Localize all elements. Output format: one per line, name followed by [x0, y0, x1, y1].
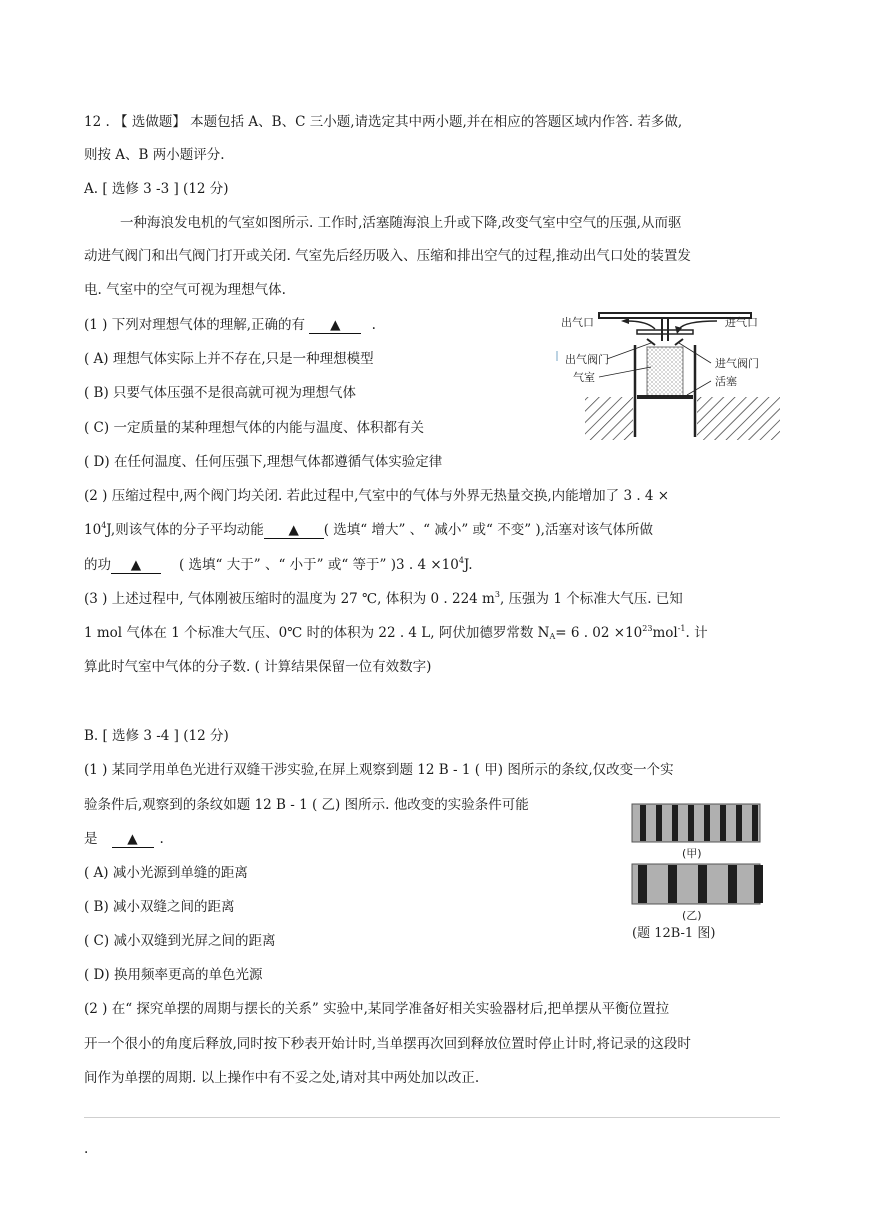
label-inlet-valve: 进气阀门 — [715, 357, 759, 370]
footer-dot: . — [84, 1141, 89, 1157]
text-fragment: = 6 . 02 ×10 — [555, 625, 643, 641]
fringe-figure — [628, 800, 768, 945]
air-chamber — [647, 347, 683, 397]
page-divider — [84, 1117, 780, 1118]
dark-fringe — [638, 865, 647, 903]
label-outlet-valve: 出气阀门 — [565, 353, 609, 366]
q12-intro-line-1: 12 . 【 选做题】 本题包括 A、B、C 三小题,请选定其中两小题,并在相应的答题区域内作答. 若多做, — [84, 114, 683, 130]
option-b1-c: ( C) 减小双缝到光屏之间的距离 — [84, 933, 276, 949]
question-b2-line-2: 开一个很小的角度后释放,同时按下秒表开始计时,当单摆再次回到释放位置时停止计时,将记录的这段时 — [84, 1036, 691, 1052]
blank-triangle-mark: ▲ — [288, 522, 299, 538]
dark-fringe — [656, 805, 662, 841]
dark-fringe — [754, 865, 763, 903]
dark-fringe — [704, 805, 710, 841]
label-inlet: 进气口 — [725, 316, 758, 329]
dark-fringe — [698, 865, 707, 903]
blank-triangle-mark: ▲ — [127, 831, 138, 847]
text-fragment: 的功 — [84, 557, 111, 573]
q12-intro-line-2: 则按 A、B 两小题评分. — [84, 147, 225, 163]
answer-blank-a2-2[interactable] — [111, 557, 161, 574]
answer-blank-b1[interactable] — [112, 831, 154, 848]
answer-blank-a1[interactable] — [309, 317, 361, 334]
label-outlet: 出气口 — [561, 316, 594, 329]
question-b1-line-1: (1 ) 某同学用单色光进行双缝干涉实验,在屏上观察到题 12 B - 1 ( 甲) 图所示的条纹,仅改变一个实 — [84, 762, 674, 778]
question-a3-line-1 — [84, 590, 683, 608]
answer-blank-a2-1[interactable] — [264, 522, 324, 539]
blank-triangle-mark: ▲ — [330, 317, 341, 333]
dark-fringe — [736, 805, 742, 841]
question-b1-line-3 — [84, 830, 164, 848]
text-fragment: 是 — [84, 831, 98, 847]
text-fragment: J. — [463, 557, 473, 573]
question-a1-prefix: (1 ) 下列对理想气体的理解,正确的有 — [84, 317, 305, 333]
text-fragment: ( 选填“ 增大” 、“ 减小” 或“ 不变” ),活塞对该气体所做 — [323, 522, 653, 538]
outlet-arrow — [627, 321, 655, 329]
section-a-header: A. [ 选修 3 -3 ] (12 分) — [84, 181, 229, 197]
dark-fringe — [668, 865, 677, 903]
superscript: 4 — [458, 556, 464, 565]
inlet-arrow — [679, 321, 717, 329]
inlet-valve — [675, 339, 683, 345]
section-a-intro-line-2: 动进气阀门和出气阀门打开或关闭. 气室先后经历吸入、压缩和排出空气的过程,推动出气口处的装置发 — [84, 248, 691, 264]
air-chamber-figure — [555, 305, 780, 440]
superscript: 23 — [642, 624, 653, 633]
text-fragment: 10 — [84, 522, 102, 538]
piston — [637, 395, 693, 399]
label-chamber: 气室 — [573, 371, 595, 384]
option-b1-d: ( D) 换用频率更高的单色光源 — [84, 967, 263, 983]
superscript: 4 — [101, 521, 107, 530]
question-a2-line-1: (2 ) 压缩过程中,两个阀门均关闭. 若此过程中,气室中的气体与外界无热量交换,内能增加了 3 . 4 × — [84, 488, 670, 504]
question-a3-line-3: 算此时气室中气体的分子数. ( 计算结果保留一位有效数字) — [84, 659, 432, 675]
option-b1-a: ( A) 减小光源到单缝的距离 — [84, 865, 248, 881]
blank-triangle-mark: ▲ — [130, 557, 142, 573]
question-b2-line-3: 间作为单摆的周期. 以上操作中有不妥之处,请对其中两处加以改正. — [84, 1070, 480, 1086]
option-a1-a: ( A) 理想气体实际上并不存在,只是一种理想模型 — [84, 351, 374, 367]
text-fragment: J,则该气体的分子平均动能 — [106, 522, 264, 538]
superscript: 3 — [494, 590, 500, 599]
dark-fringe — [728, 865, 737, 903]
question-b1-line-2: 验条件后,观察到的条纹如题 12 B - 1 ( 乙) 图所示. 他改变的实验条件可能 — [84, 797, 529, 813]
dark-fringe — [720, 805, 726, 841]
section-a-intro-line-1: 一种海浪发电机的气室如图所示. 工作时,活塞随海浪上升或下降,改变气室中空气的压强,从而驱 — [120, 215, 682, 231]
question-a3-line-2 — [84, 624, 708, 642]
option-b1-b: ( B) 减小双缝之间的距离 — [84, 899, 235, 915]
dark-fringe — [640, 805, 646, 841]
text-fragment: . — [159, 831, 164, 847]
label-yi: (乙) — [682, 909, 702, 922]
text-fragment: . 计 — [685, 625, 708, 641]
subscript: A — [549, 632, 556, 641]
dark-fringe — [672, 805, 678, 841]
dark-fringe — [752, 805, 758, 841]
label-jia: (甲) — [682, 847, 702, 860]
figure-caption: (题 12B-1 图) — [632, 926, 716, 941]
option-a1-b: ( B) 只要气体压强不是很高就可视为理想气体 — [84, 385, 357, 401]
section-b-header: B. [ 选修 3 -4 ] (12 分) — [84, 728, 229, 744]
text-fragment: , 压强为 1 个标准大气压. 已知 — [499, 591, 683, 607]
fringe-pattern-yi — [632, 864, 760, 904]
dark-fringe — [688, 805, 694, 841]
label-piston: 活塞 — [715, 375, 737, 388]
option-a1-d: ( D) 在任何温度、任何压强下,理想气体都遵循气体实验定律 — [84, 454, 443, 470]
text-fragment: ( 选填“ 大于” 、“ 小于” 或“ 等于” )3 . 4 ×10 — [179, 557, 459, 573]
section-a-intro-line-3: 电. 气室中的空气可视为理想气体. — [84, 282, 286, 298]
text-fragment: 1 mol 气体在 1 个标准大气压、0℃ 时的体积为 22 . 4 L, 阿伏加德罗常数 N — [84, 625, 550, 641]
option-a1-c: ( C) 一定质量的某种理想气体的内能与温度、体积都有关 — [84, 420, 424, 436]
text-fragment: mol — [652, 625, 678, 641]
question-a1-stem — [84, 316, 376, 334]
question-a2-line-2 — [84, 521, 653, 539]
question-b2-line-1: (2 ) 在“ 探究单摆的周期与摆长的关系” 实验中,某同学准备好相关实验器材后,把单摆从平衡位置拉 — [84, 1001, 670, 1017]
question-a1-suffix: . — [371, 317, 376, 333]
question-a2-line-3 — [84, 556, 473, 574]
text-fragment: (3 ) 上述过程中, 气体刚被压缩时的温度为 27 ℃, 体积为 0 . 224 m — [84, 591, 495, 607]
superscript: -1 — [677, 624, 686, 633]
